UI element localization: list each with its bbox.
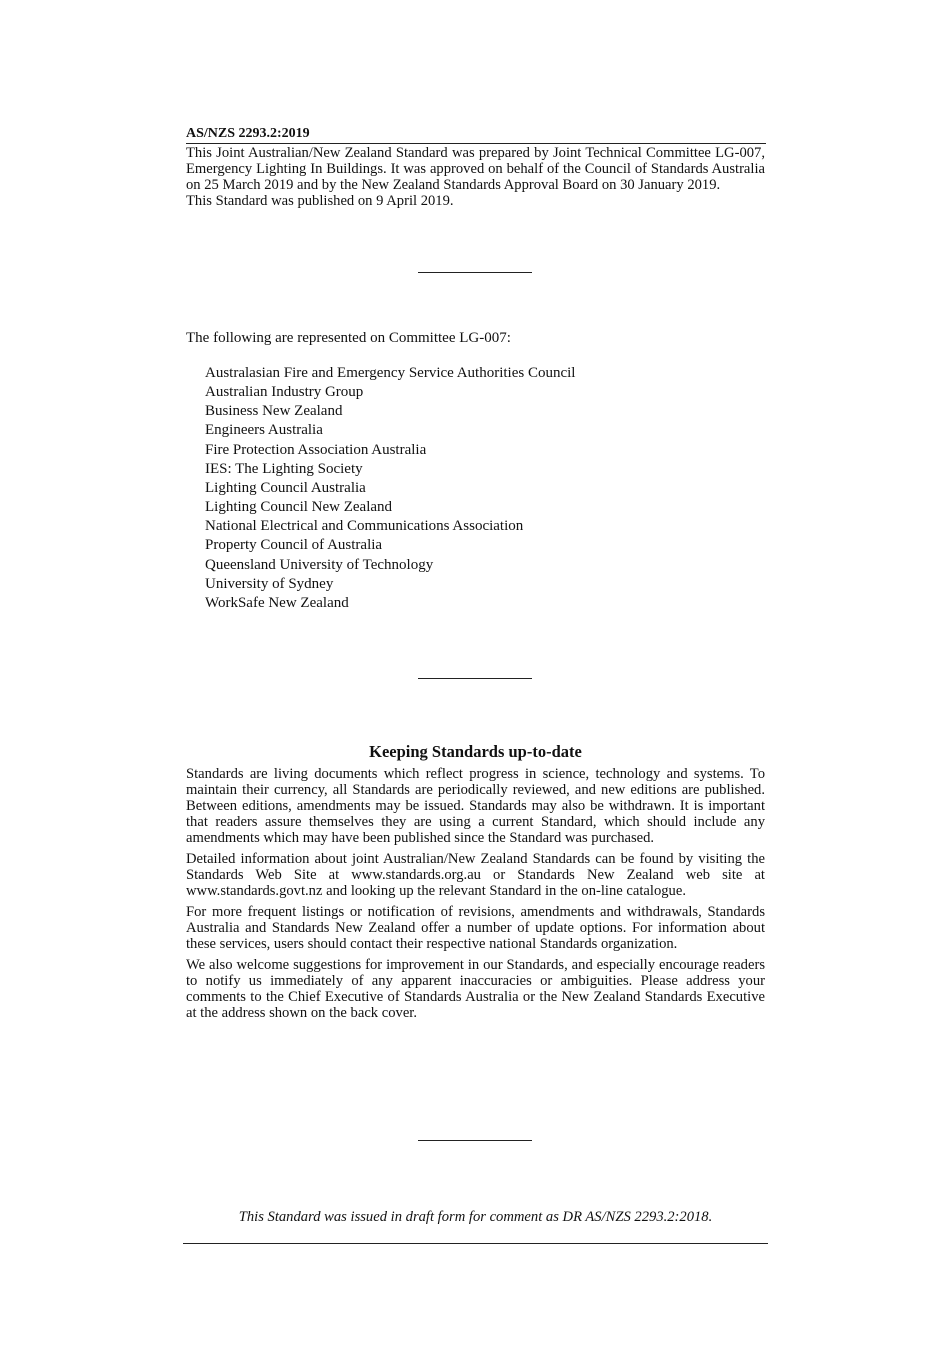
keeping-paragraph: For more frequent listings or notification of revisions, amendments and withdrawals, Standards Australia and Standards New Zealand offer a number of update options. For information about these services, users should contact their respective national Standards organization. xyxy=(186,904,765,952)
committee-member: WorkSafe New Zealand xyxy=(205,594,349,611)
keeping-standards-heading: Keeping Standards up-to-date xyxy=(369,742,582,761)
committee-member: Queensland University of Technology xyxy=(205,556,434,573)
section-divider xyxy=(418,678,532,679)
section-divider xyxy=(418,272,532,273)
committee-member: Lighting Council New Zealand xyxy=(205,499,393,516)
preparation-paragraph: This Joint Australian/New Zealand Standard was prepared by Joint Technical Committee LG-007, Emergency Lighting In Buildings. It was approved on behalf of the Council of Standards Australia on 25 March 2019 and by the New Zealand Standards Approval Board on 30 January 2019. xyxy=(186,145,765,193)
committee-member: Business New Zealand xyxy=(205,403,343,420)
committee-member: Engineers Australia xyxy=(205,422,323,439)
section-divider xyxy=(418,1140,532,1141)
committee-intro: The following are represented on Committee LG-007: xyxy=(186,330,511,346)
published-line: This Standard was published on 9 April 2019. xyxy=(186,193,454,209)
draft-note: This Standard was issued in draft form for comment as DR AS/NZS 2293.2:2018. xyxy=(238,1209,713,1225)
keeping-standards-body xyxy=(186,766,765,1026)
keeping-paragraph: We also welcome suggestions for improvement in our Standards, and especially encourage readers to notify us immediately of any apparent inaccuracies or ambiguities. Please address your comments to the Chief Executive of Standards Australia or the New Zealand Standards Executive at the address shown on the back cover. xyxy=(186,957,765,1021)
committee-member: National Electrical and Communications Association xyxy=(205,518,524,535)
keeping-paragraph: Standards are living documents which reflect progress in science, technology and systems. To maintain their currency, all Standards are periodically reviewed, and new editions are published. Between editions, amendments may be issued. Standards may also be withdrawn. It is important that readers assure themselves they are using a current Standard, which should include any amendments which may have been published since the Standard was purchased. xyxy=(186,766,765,846)
committee-member-list xyxy=(205,364,575,613)
keeping-paragraph: Detailed information about joint Australian/New Zealand Standards can be found by visiting the Standards Web Site at www.standards.org.au or Standards New Zealand web site at www.standards.govt.nz and looking up the relevant Standard in the on-line catalogue. xyxy=(186,851,765,899)
committee-member: University of Sydney xyxy=(205,575,334,592)
committee-member: IES: The Lighting Society xyxy=(205,460,363,477)
committee-member: Australian Industry Group xyxy=(205,384,364,401)
committee-member: Fire Protection Association Australia xyxy=(205,441,427,458)
standard-id: AS/NZS 2293.2:2019 xyxy=(186,126,766,144)
preparation-block xyxy=(186,145,765,209)
committee-member: Lighting Council Australia xyxy=(205,479,366,496)
committee-member: Property Council of Australia xyxy=(205,537,383,554)
committee-member: Australasian Fire and Emergency Service Authorities Council xyxy=(205,365,576,381)
footer-rule xyxy=(183,1243,768,1244)
